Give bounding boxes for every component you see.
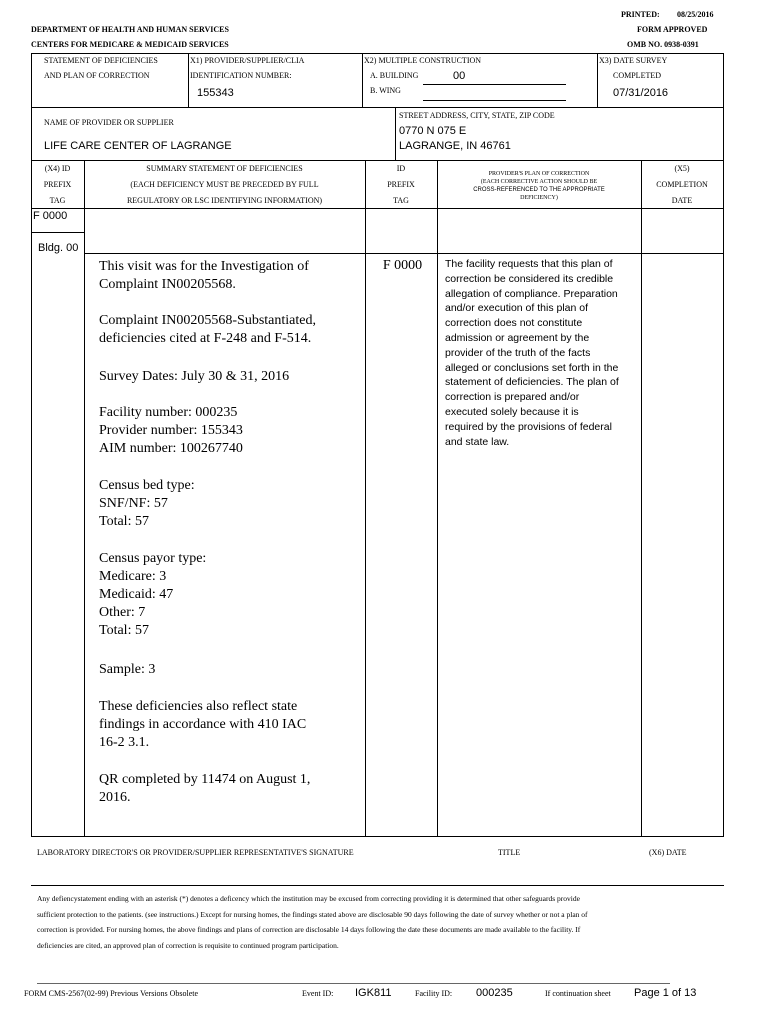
summary-paragraph: Facility number: 000235 Provider number: 155343 AIM number: 100267740 xyxy=(99,405,243,456)
address-line-1: 0770 N 075 E xyxy=(399,125,467,137)
x6-date-label: (X6) DATE xyxy=(649,848,687,857)
x5-label-2: COMPLETION xyxy=(656,180,708,189)
summary-paragraph: Census bed type: SNF/NF: 57 Total: 57 xyxy=(99,478,195,529)
facility-id-label: Facility ID: xyxy=(415,989,453,998)
plan-of-correction-text: The facility requests that this plan of correction be considered its credible allegation of compliance. Preparation and/or execution of this plan of correction does not constitute admission or agreement by the provider of the truth of the facts alleged or conclusions set forth in the statement of deficiencies. The plan of correction is prepared and/or executed solely because it is required by the provisions of federal and state law. xyxy=(445,258,619,448)
summary-paragraph: Survey Dates: July 30 & 31, 2016 xyxy=(99,369,290,384)
summary-paragraph: Complaint IN00205568-Substantiated, deficiencies cited at F-248 and F-514. xyxy=(99,313,316,346)
survey-date-value: 07/31/2016 xyxy=(613,87,669,99)
summary-label-2: (EACH DEFICIENCY MUST BE PRECEDED BY FULL xyxy=(130,180,319,189)
x4-label-3: TAG xyxy=(49,196,66,205)
x1-label-2: IDENTIFICATION NUMBER: xyxy=(190,71,292,80)
summary-paragraph: This visit was for the Investigation of Complaint IN00205568. xyxy=(99,259,309,292)
continuation-label: If continuation sheet xyxy=(545,989,611,998)
disclaimer-text: Any defiencystatement ending with an asterisk (*) denotes a deficency which the institution may be excused from correcting providing it is determined that other safeguards provide sufficient protection to the patients. (see instructions.) Except for nursing homes, the findings stated above are disclosable 90 days following the date of survey whether or not a plan of correction is provided. For nursing homes, the above findings and plans of correction are disclosable 14 days following the date these documents are made available to the facility. If deficiencies are cited, an approved plan of correction is requisite to continued program participation. xyxy=(37,894,588,950)
provider-name-value: LIFE CARE CENTER OF LAGRANGE xyxy=(44,140,232,152)
wing-label: B. WING xyxy=(370,86,401,95)
x3-label-2: COMPLETED xyxy=(613,71,661,80)
printed-label: PRINTED: xyxy=(621,10,660,19)
summary-paragraph: Sample: 3 xyxy=(99,662,156,677)
x1-label-1: X1) PROVIDER/SUPPLIER/CLIA xyxy=(190,56,305,65)
facility-id-value: 000235 xyxy=(476,987,513,999)
address-label: STREET ADDRESS, CITY, STATE, ZIP CODE xyxy=(399,111,555,120)
form-approved: FORM APPROVED xyxy=(637,25,708,34)
form-id: FORM CMS-2567(02-99) Previous Versions Obsolete xyxy=(24,989,199,998)
printed-date: 08/25/2016 xyxy=(677,10,714,19)
summary-paragraph: Census payor type: Medicare: 3 Medicaid: 47 Other: 7 Total: 57 xyxy=(99,551,207,638)
id-label-1: ID xyxy=(396,164,406,173)
event-id-value: IGK811 xyxy=(355,987,392,999)
summary-paragraph: QR completed by 11474 on August 1, 2016. xyxy=(99,772,311,805)
id-label-3: TAG xyxy=(393,196,409,205)
building-value: 00 xyxy=(453,70,466,82)
address-line-2: LAGRANGE, IN 46761 xyxy=(399,140,511,152)
centers-title: CENTERS FOR MEDICARE & MEDICAID SERVICES xyxy=(31,40,229,49)
signature-label: LABORATORY DIRECTOR'S OR PROVIDER/SUPPLIER REPRESENTATIVE'S SIGNATURE xyxy=(37,848,354,857)
event-id-label: Event ID: xyxy=(302,989,334,998)
statement-label-2: AND PLAN OF CORRECTION xyxy=(44,71,150,80)
provider-id-value: 155343 xyxy=(197,87,234,99)
poc-label-3: CROSS-REFERENCED TO THE APPROPRIATE xyxy=(473,187,605,193)
building-label: A. BUILDING xyxy=(370,71,419,80)
x3-label-1: X3) DATE SURVEY xyxy=(599,56,668,65)
x5-label-1: (X5) xyxy=(674,164,690,173)
poc-label-2: (EACH CORRECTIVE ACTION SHOULD BE xyxy=(480,179,598,185)
x4-label-2: PREFIX xyxy=(43,180,72,189)
x4-label-1: (X4) ID xyxy=(44,164,71,173)
page-number: Page 1 of 13 xyxy=(634,987,697,999)
right-tag: F 0000 xyxy=(382,258,423,273)
department-title: DEPARTMENT OF HEALTH AND HUMAN SERVICES xyxy=(31,25,229,34)
summary-label-1: SUMMARY STATEMENT OF DEFICIENCIES xyxy=(146,164,303,173)
poc-label-4: DEFICIENCY) xyxy=(520,195,558,201)
statement-label-1: STATEMENT OF DEFICIENCIES xyxy=(44,56,158,65)
left-tag: F 0000 xyxy=(33,210,68,222)
summary-label-3: REGULATORY OR LSC IDENTIFYING INFORMATION) xyxy=(126,196,323,205)
id-label-2: PREFIX xyxy=(387,180,415,189)
x2-label: X2) MULTIPLE CONSTRUCTION xyxy=(364,56,482,65)
omb-number: OMB NO. 0938-0391 xyxy=(627,40,699,49)
summary-paragraph: These deficiencies also reflect state findings in accordance with 410 IAC 16-2 3.1. xyxy=(99,699,307,750)
building-id: Bldg. 00 xyxy=(38,242,79,254)
poc-label-1: PROVIDER'S PLAN OF CORRECTION xyxy=(488,171,590,177)
title-label: TITLE xyxy=(498,848,521,857)
x5-label-3: DATE xyxy=(671,196,693,205)
provider-name-label: NAME OF PROVIDER OR SUPPLIER xyxy=(44,118,174,127)
